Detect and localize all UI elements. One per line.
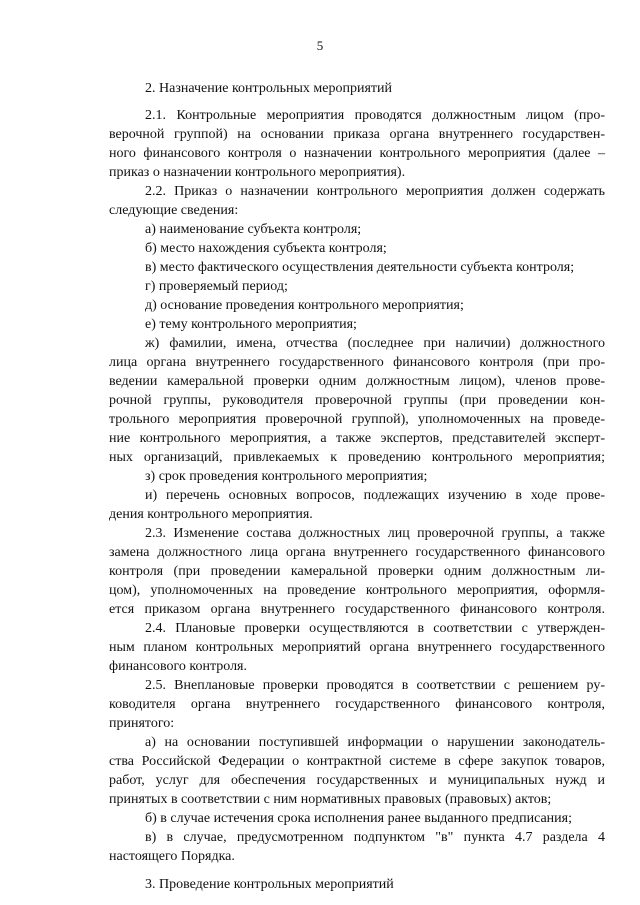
text-line: ется приказом органа внутреннего государственного финансового контроля. [109,602,605,617]
text-line: рочной группы, руководителя проверочной группы (при проведении кон- [109,393,605,408]
list-item: е) тему контрольного мероприятия; [145,317,357,332]
text-line: лица органа внутреннего государственного финансового контроля (при про- [109,355,605,370]
text-line: цом), уполномоченных на проведение контрольного мероприятия, оформля- [109,583,605,598]
section-heading: 2. Назначение контрольных мероприятий [145,81,393,96]
list-item: г) проверяемый период; [145,279,288,294]
text-line: ства Российской Федерации о контрактной системе в сфере закупок товаров, [109,754,605,769]
text-line: принятых в соответствии с ним нормативных правовых (правовых) актов; [109,792,552,807]
text-line: ного финансового контроля о назначении контрольного мероприятия (далее – [109,146,605,161]
list-item: ж) фамилии, имена, отчества (последнее при наличии) должностного [145,336,605,351]
list-item: б) место нахождения субъекта контроля; [145,241,387,256]
text-line: 2.1. Контрольные мероприятия проводятся должностным лицом (про- [145,108,605,123]
text-line: 2.5. Внеплановые проверки проводятся в соответствии с решением ру- [145,678,605,693]
list-item: в) в случае, предусмотренном подпунктом "в" пункта 4.7 раздела 4 [145,830,605,845]
text-line: принятого: [109,716,175,731]
text-line: верочной группой) на основании приказа органа внутреннего государствен- [109,127,605,142]
text-line: следующие сведения: [109,203,239,218]
text-line: трольного мероприятия проверочной группой), уполномоченных на проведе- [109,412,605,427]
list-item: а) на основании поступившей информации о нарушении законодатель- [145,735,605,750]
text-line: финансового контроля. [109,659,247,674]
list-item: в) место фактического осуществления деятельности субъекта контроля; [145,260,575,275]
text-line: ведении камеральной проверки одним должностным лицом), членов прове- [109,374,605,389]
text-line: ние контрольного мероприятия, а также экспертов, представителей эксперт- [109,431,605,446]
list-item: з) срок проведения контрольного мероприятия; [145,469,428,484]
text-line: работ, услуг для обеспечения государственных и муниципальных нужд и [109,773,605,788]
text-line: 2.2. Приказ о назначении контрольного мероприятия должен содержать [145,184,605,199]
list-item: д) основание проведения контрольного мероприятия; [145,298,464,313]
list-item: б) в случае истечения срока исполнения ранее выданного предписания; [145,811,572,826]
text-line: ководителя органа внутреннего государственного финансового контроля, [109,697,605,712]
section-heading: 3. Проведение контрольных мероприятий [145,877,394,892]
text-line: дения контрольного мероприятия. [109,507,313,522]
text-line: 2.4. Плановые проверки осуществляются в соответствии с утвержден- [145,621,605,636]
text-line: 2.3. Изменение состава должностных лиц проверочной группы, а также [145,526,605,541]
text-line: настоящего Порядка. [109,849,235,864]
text-line: приказ о назначении контрольного мероприятия). [109,165,406,180]
text-line: ным планом контрольных мероприятий органа внутреннего государственного [109,640,605,655]
text-line: ных организаций, привлекаемых к проведению контрольного мероприятия; [109,450,605,465]
text-line: замена должностного лица органа внутреннего государственного финансового [109,545,605,560]
list-item: а) наименование субъекта контроля; [145,222,362,237]
text-line: контроля (при проведении камеральной проверки одним должностным ли- [109,564,605,579]
page-number: 5 [316,38,324,53]
list-item: и) перечень основных вопросов, подлежащих изучению в ходе прове- [145,488,605,503]
